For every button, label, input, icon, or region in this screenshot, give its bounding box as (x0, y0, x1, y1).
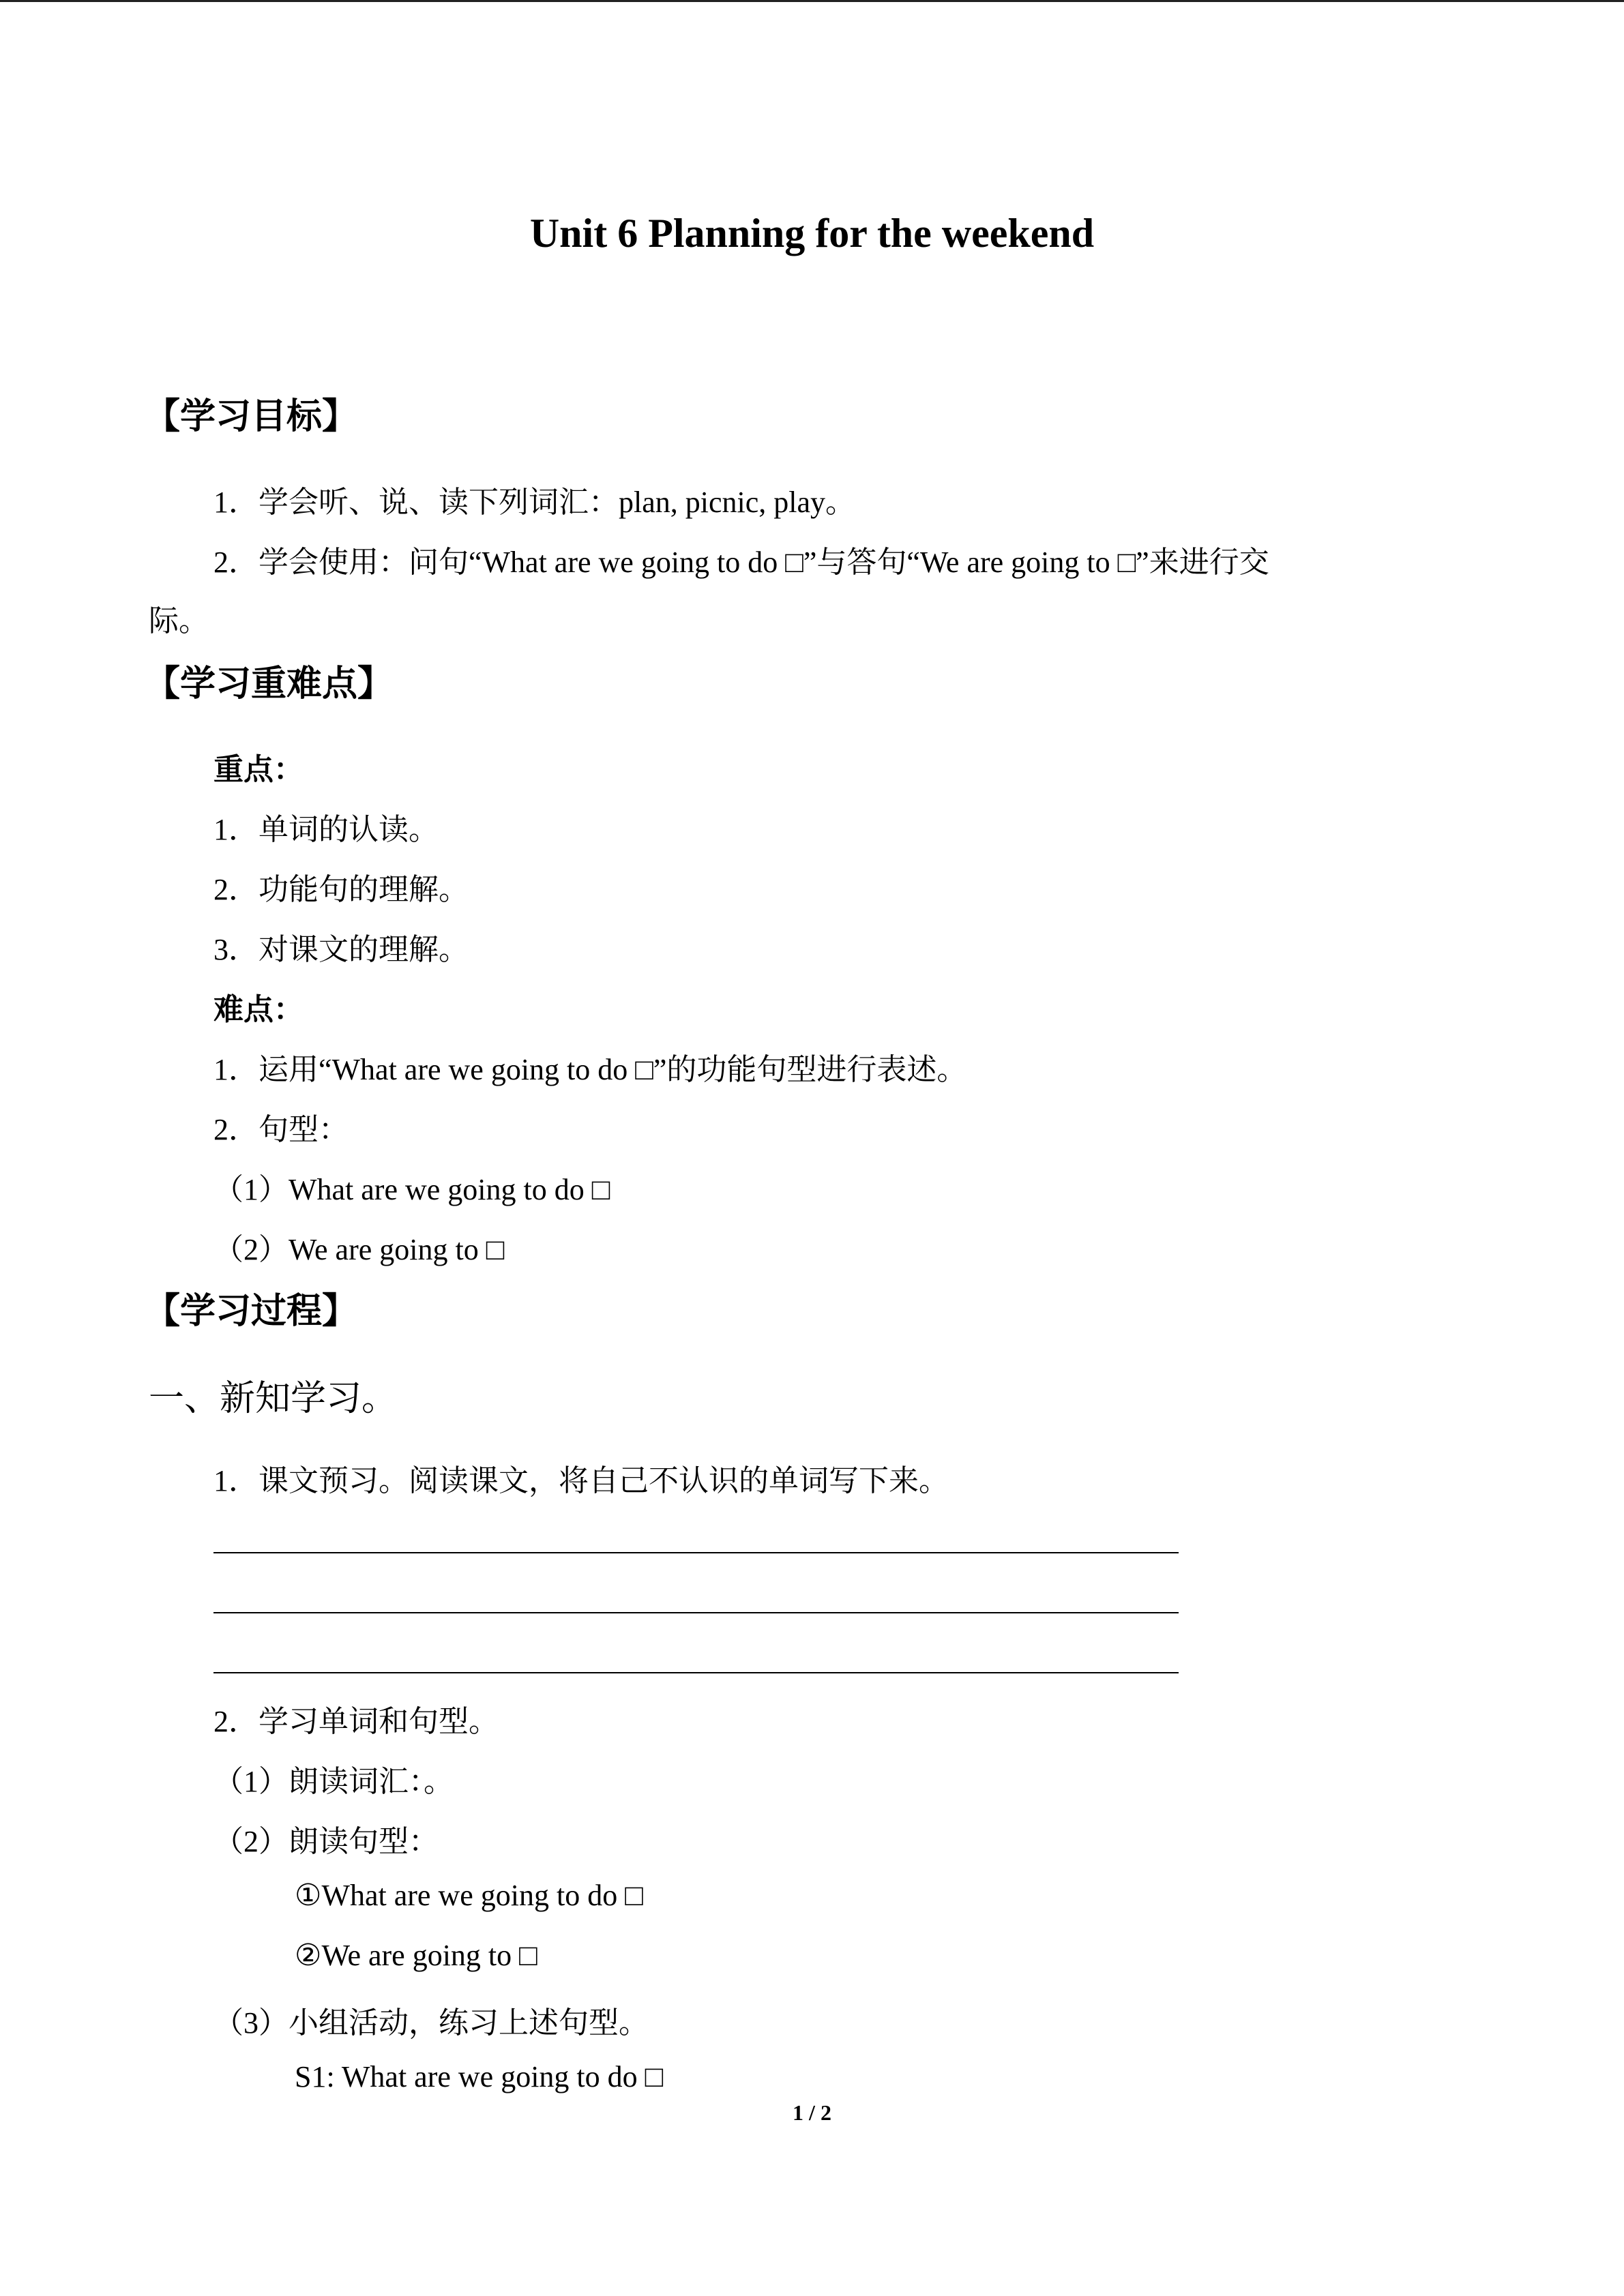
task-2: 2．学习单词和句型。 (213, 1705, 499, 1738)
hard-label: 难点： (213, 993, 304, 1026)
top-border (0, 0, 1624, 2)
key-points-heading: 【学习重难点】 (145, 665, 394, 704)
task-2-2-a: ①What are we going to do □ (295, 1879, 643, 1912)
answer-line (213, 1552, 1179, 1553)
goal-item-2: 2．学会使用：问句“What are we going to do □”与答句“We are going to □”来进行交 (213, 546, 1269, 579)
key-item-2: 2．功能句的理解。 (213, 873, 469, 906)
goals-heading: 【学习目标】 (145, 398, 358, 436)
process-heading: 【学习过程】 (145, 1292, 358, 1331)
key-item-1: 1．单词的认读。 (213, 813, 439, 846)
page-number: 1 / 2 (793, 2100, 831, 2125)
key-item-3: 3．对课文的理解。 (213, 933, 469, 966)
hard-item-2b: （2）We are going to □ (213, 1233, 505, 1266)
hard-item-2: 2．句型： (213, 1113, 349, 1146)
key-label: 重点： (213, 753, 304, 786)
goal-item-2-cont: 际。 (149, 604, 209, 638)
task-2-3-s1: S1: What are we going to do □ (295, 2060, 664, 2093)
part-one-heading: 一、新知学习。 (149, 1380, 398, 1418)
task-2-2: （2）朗读句型： (213, 1825, 439, 1858)
answer-line (213, 1612, 1179, 1613)
task-1: 1．课文预习。阅读课文，将自己不认识的单词写下来。 (213, 1464, 949, 1497)
hard-item-1: 1．运用“What are we going to do □”的功能句型进行表述。 (213, 1053, 967, 1086)
task-2-1: （1）朗读词汇：。 (213, 1765, 454, 1798)
answer-line (213, 1672, 1179, 1673)
goal-item-1: 1．学会听、说、读下列词汇：plan, picnic, play。 (213, 486, 856, 519)
task-2-3: （3）小组活动，练习上述句型。 (213, 2006, 649, 2040)
page-title: Unit 6 Planning for the weekend (529, 211, 1095, 256)
hard-item-2a: （1）What are we going to do □ (213, 1173, 610, 1206)
task-2-2-b: ②We are going to □ (295, 1939, 537, 1972)
